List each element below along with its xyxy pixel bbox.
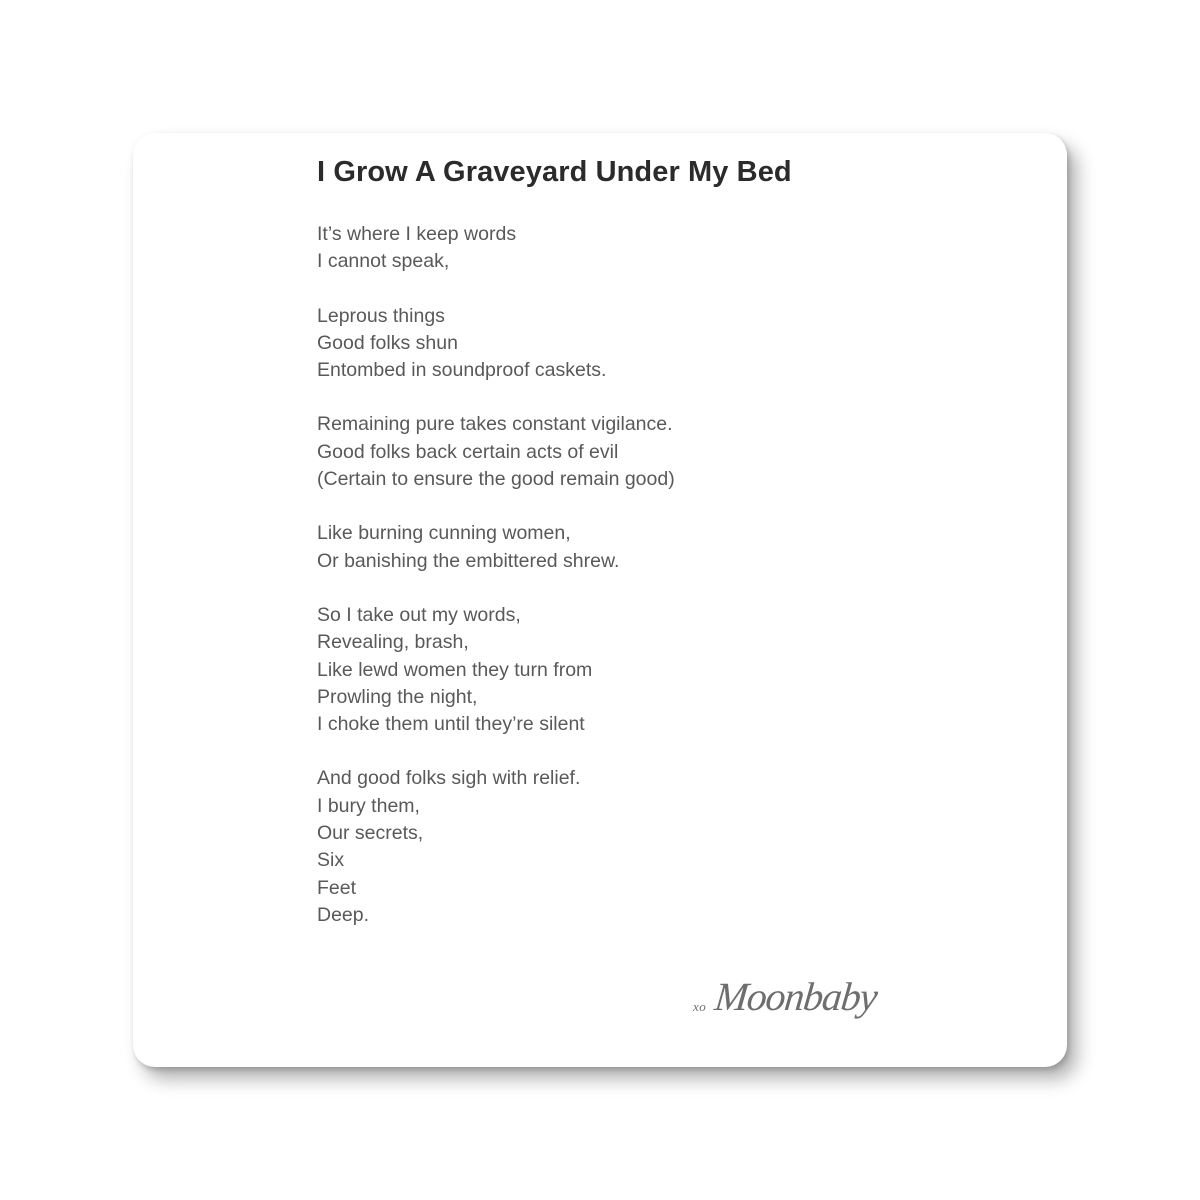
poem-line: Prowling the night, [317, 685, 478, 708]
poem-line: Entombed in soundproof caskets. [317, 359, 607, 382]
page-title: I Grow A Graveyard Under My Bed [317, 156, 792, 188]
poem-stanza [317, 602, 1017, 738]
poem-line: Good folks back certain acts of evil [317, 440, 619, 463]
poem-stanza [317, 765, 1017, 929]
poem-line: Revealing, brash, [317, 631, 469, 654]
poem-line: Or banishing the embittered shrew. [317, 549, 620, 572]
poem-line: Six [317, 849, 345, 872]
poem-line: I cannot speak, [317, 250, 450, 273]
poem-line: Deep. [317, 903, 370, 926]
poem-line: And good folks sigh with relief. [317, 767, 581, 790]
poem-line: Our secrets, [317, 822, 424, 845]
poem-line: Like burning cunning women, [317, 522, 571, 545]
poem-line: Feet [317, 876, 357, 899]
poem-stanza [317, 303, 1017, 385]
signature-prefix: xo [693, 999, 707, 1014]
poem-line: Leprous things [317, 304, 445, 327]
poem-line: Like lewd women they turn from [317, 658, 593, 681]
signature [693, 973, 993, 1043]
signature-name: Moonbaby [712, 974, 879, 1019]
poem-card [133, 133, 1067, 1067]
poem-line: (Certain to ensure the good remain good) [317, 468, 675, 491]
poem-line: Remaining pure takes constant vigilance. [317, 413, 673, 436]
poem-stanza [317, 221, 1017, 276]
poem-stanza [317, 520, 1017, 575]
poem-line: So I take out my words, [317, 603, 521, 626]
poem-line: I choke them until they’re silent [317, 713, 585, 736]
poem-line: It’s where I keep words [317, 223, 517, 245]
poem-line: I bury them, [317, 794, 420, 817]
poem-body [317, 221, 1017, 956]
poem-stanza [317, 411, 1017, 493]
poem-line: Good folks shun [317, 331, 458, 354]
